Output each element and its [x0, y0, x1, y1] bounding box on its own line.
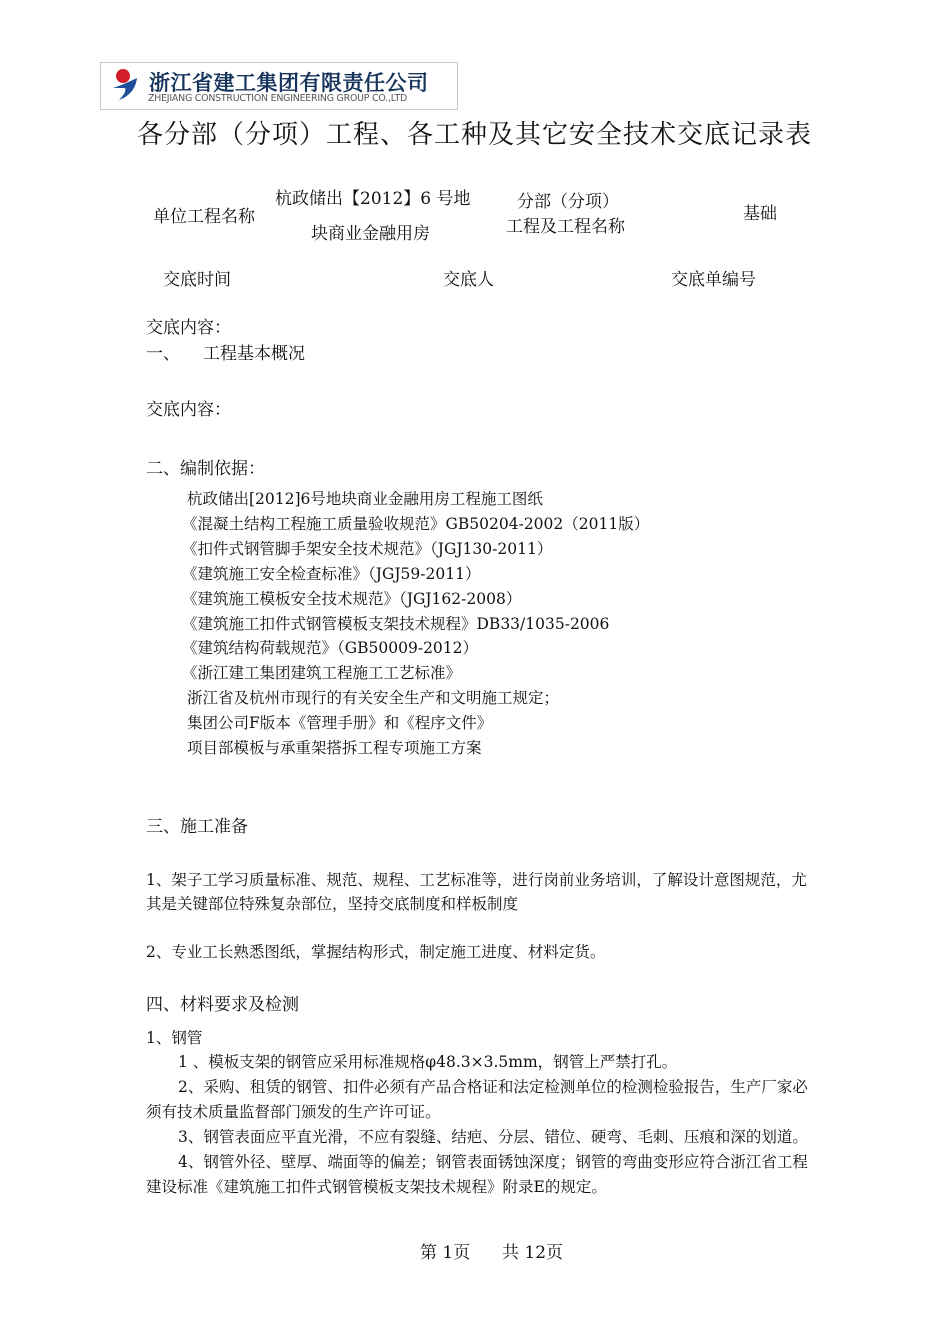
person-label: 交底人 — [443, 270, 494, 290]
material-sub1: 1、钢管 — [146, 1029, 203, 1047]
unit-project-label: 单位工程名称 — [153, 207, 255, 227]
sub-project-label-line2: 工程及工程名称 — [506, 217, 625, 237]
section3-title: 三、施工准备 — [146, 817, 248, 837]
material-item-4-line2: 建设标准《建筑施工扣件式钢管模板支架技术规程》附录E的规定。 — [146, 1178, 607, 1196]
time-label: 交底时间 — [163, 270, 231, 290]
material-item-2-line1: 2、采购、租赁的钢管、扣件必须有产品合格证和法定检测单位的检测检验报告，生产厂家必 — [178, 1078, 808, 1096]
basis-item: 《混凝土结构工程施工质量验收规范》GB50204-2002（2011版） — [182, 515, 650, 533]
material-item-2-line2: 须有技术质量监督部门颁发的生产许可证。 — [146, 1103, 441, 1121]
section1-title: 工程基本概况 — [203, 344, 305, 364]
basis-item: 《浙江建工集团建筑工程施工工艺标准》 — [182, 664, 462, 682]
prep-p1-line2: 其是关键部位特殊复杂部位，坚持交底制度和样板制度 — [146, 895, 519, 913]
document-title: 各分部（分项）工程、各工种及其它安全技术交底记录表 — [137, 120, 813, 150]
company-emblem-icon — [109, 66, 143, 104]
prep-p2: 2、专业工长熟悉图纸，掌握结构形式，制定施工进度、材料定货。 — [146, 943, 606, 961]
company-logo — [100, 62, 458, 110]
sub-project-label-line1: 分部（分项） — [517, 192, 619, 212]
basis-item: 集团公司F版本《管理手册》和《程序文件》 — [187, 714, 493, 732]
page-total: 共 12页 — [502, 1243, 564, 1263]
material-item-1: 1 、模板支架的钢管应采用标准规格φ48.3×3.5mm，钢管上严禁打孔。 — [178, 1053, 678, 1071]
prep-p1-line1: 1、架子工学习质量标准、规范、规程、工艺标准等，进行岗前业务培训，了解设计意图规范，尤 — [146, 871, 807, 889]
content-label-2: 交底内容： — [146, 400, 231, 420]
section4-title: 四、材料要求及检测 — [146, 995, 299, 1015]
company-name-cn: 浙江省建工集团有限责任公司 — [149, 71, 429, 95]
basis-item: 《建筑施工扣件式钢管模板支架技术规程》DB33/1035-2006 — [182, 615, 610, 633]
page-number: 第 1页 — [420, 1243, 471, 1263]
basis-item: 《建筑施工模板安全技术规范》（JGJ162-2008） — [182, 590, 522, 608]
basis-item: 《扣件式钢管脚手架安全技术规范》（JGJ130-2011） — [182, 540, 553, 558]
company-name-en: ZHEJIANG CONSTRUCTION ENGINEERING GROUP CO.,LTD — [148, 93, 407, 104]
sub-project-value: 基础 — [743, 204, 777, 224]
material-item-4-line1: 4、钢管外径、壁厚、端面等的偏差；钢管表面锈蚀深度；钢管的弯曲变形应符合浙江省工程 — [178, 1153, 808, 1171]
section1-num: 一、 — [146, 344, 180, 364]
basis-item: 《建筑结构荷载规范》（GB50009-2012） — [182, 639, 479, 657]
basis-item: 浙江省及杭州市现行的有关安全生产和文明施工规定； — [187, 689, 560, 707]
unit-project-value-line1: 杭政储出【2012】6 号地 — [275, 189, 471, 209]
number-label: 交底单编号 — [671, 270, 756, 290]
basis-item: 项目部模板与承重架搭拆工程专项施工方案 — [187, 739, 482, 757]
material-item-3: 3、钢管表面应平直光滑，不应有裂缝、结疤、分层、错位、硬弯、毛刺、压痕和深的划道。 — [178, 1128, 808, 1146]
section2-title: 二、编制依据： — [146, 459, 265, 479]
unit-project-value-line2: 块商业金融用房 — [311, 224, 430, 244]
basis-item: 杭政储出[2012]6号地块商业金融用房工程施工图纸 — [187, 490, 543, 508]
content-label-1: 交底内容： — [146, 318, 231, 338]
basis-item: 《建筑施工安全检查标准》（JGJ59-2011） — [182, 565, 481, 583]
